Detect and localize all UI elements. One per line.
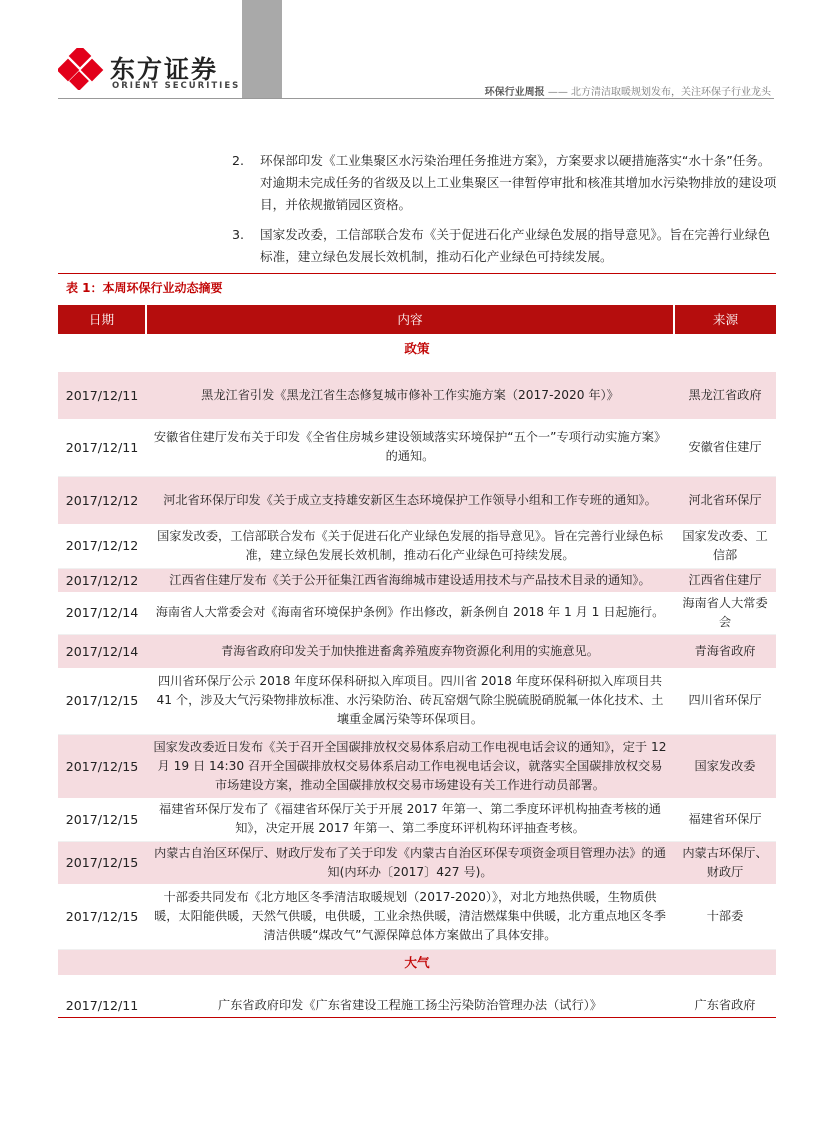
table-row [58,476,776,524]
industry-news-table [58,305,776,1023]
row-source: 安徽省住建厅 [674,419,776,476]
table-header-row [58,305,776,334]
section-row-air [58,949,776,975]
row-content: 国家发改委近日发布《关于召开全国碳排放权交易体系启动工作电视电话会议的通知》，定于 12 月 19 日 14:30 召开全国碳排放权交易体系启动工作电视电话会议，就落实全国碳排放权交易市场建设方案，推动全国碳排放权交易市场建设有关工作进行动员部署。 [146,734,674,798]
row-content: 国家发改委，工信部联合发布《关于促进石化产业绿色发展的指导意见》。旨在完善行业绿色标准，建立绿色发展长效机制，推动石化产业绿色可持续发展。 [146,524,674,568]
row-source: 江西省住建厅 [674,568,776,592]
row-source: 黑龙江省政府 [674,372,776,419]
header-source: 来源 [674,305,776,334]
table-row [58,841,776,884]
logo-english-name: ORIENT SECURITIES [112,81,241,91]
report-subtitle: 北方清洁取暖规划发布，关注环保子行业龙头 [571,87,771,98]
row-source: 国家发改委、工信部 [674,524,776,568]
row-date: 2017/12/15 [58,798,146,841]
table-row [58,634,776,668]
row-content: 内蒙古自治区环保厅、财政厅发布了关于印发《内蒙古自治区环保专项资金项目管理办法》的通知(内环办〔2017〕427 号)。 [146,841,674,884]
row-content: 河北省环保厅印发《关于成立支持雄安新区生态环境保护工作领导小组和工作专班的通知》。 [146,476,674,524]
orient-securities-logo [58,48,278,98]
row-content: 青海省政府印发关于加快推进畜禽养殖废弃物资源化利用的实施意见。 [146,634,674,668]
report-header [485,83,771,98]
bullet-list [232,150,780,276]
row-date: 2017/12/15 [58,884,146,949]
section-label: 政策 [404,341,430,356]
table-row [58,524,776,568]
row-content: 江西省住建厅发布《关于公开征集江西省海绵城市建设适用技术与产品技术目录的通知》。 [146,568,674,592]
section-label: 大气 [58,949,776,975]
row-date: 2017/12/12 [58,568,146,592]
row-content: 海南省人大常委会对《海南省环境保护条例》作出修改，新条例自 2018 年 1 月 1 日起施行。 [146,592,674,634]
table-title: 表 1：本周环保行业动态摘要 [66,281,223,295]
header-separator: —— [547,87,568,98]
row-date: 2017/12/15 [58,668,146,734]
row-date: 2017/12/14 [58,592,146,634]
row-source: 广东省政府 [674,987,776,1023]
spacer-row [58,363,776,372]
bullet-text: 环保部印发《工业集聚区水污染治理任务推进方案》，方案要求以硬措施落实“水十条”任务。对逾期未完成任务的省级及以上工业集聚区一律暂停审批和核准其增加水污染物排放的建设项目，并依规撤销园区资格。 [260,153,777,212]
row-content: 广东省政府印发《广东省建设工程施工扬尘污染防治管理办法（试行）》 [146,987,674,1023]
row-source: 海南省人大常委会 [674,592,776,634]
table-top-rule [58,273,776,274]
row-content: 福建省环保厅发布了《福建省环保厅关于开展 2017 年第一、第二季度环评机构抽查考核的通知》，决定开展 2017 年第一、第二季度环评机构环评抽查考核。 [146,798,674,841]
row-source: 国家发改委 [674,734,776,798]
header-date: 日期 [58,305,146,334]
row-date: 2017/12/15 [58,734,146,798]
table-row [58,419,776,476]
bullet-item [232,224,780,268]
row-source: 河北省环保厅 [674,476,776,524]
table-row [58,568,776,592]
bullet-text: 国家发改委，工信部联合发布《关于促进石化产业绿色发展的指导意见》。旨在完善行业绿色标准，建立绿色发展长效机制，推动石化产业绿色可持续发展。 [260,227,771,264]
row-source: 四川省环保厅 [674,668,776,734]
report-title: 环保行业周报 [484,87,545,98]
row-content: 十部委共同发布《北方地区冬季清洁取暖规划（2017-2020）》，对北方地热供暖，生物质供暖，太阳能供暖，天然气供暖，电供暖，工业余热供暖，清洁燃煤集中供暖，北方重点地区冬季清洁供暖“煤改气”气源保障总体方案做出了具体安排。 [146,884,674,949]
row-content: 安徽省住建厅发布关于印发《全省住房城乡建设领域落实环境保护“五个一”专项行动实施方案》的通知。 [146,419,674,476]
row-date: 2017/12/14 [58,634,146,668]
table-row [58,372,776,419]
table-row [58,884,776,949]
spacer-row [58,975,776,987]
bullet-number: 3. [232,227,245,242]
logo-diamonds-icon [58,48,106,90]
table-row [58,734,776,798]
row-date: 2017/12/15 [58,841,146,884]
header-divider [58,98,774,99]
table-row [58,592,776,634]
bullet-number: 2. [232,153,245,168]
row-source: 青海省政府 [674,634,776,668]
row-date: 2017/12/11 [58,419,146,476]
row-source: 内蒙古环保厅、财政厅 [674,841,776,884]
table-row [58,668,776,734]
table-row [58,798,776,841]
row-date: 2017/12/11 [58,987,146,1023]
row-content: 黑龙江省引发《黑龙江省生态修复城市修补工作实施方案（2017-2020 年）》 [146,372,674,419]
row-source: 十部委 [674,884,776,949]
row-date: 2017/12/12 [58,476,146,524]
header-content: 内容 [146,305,674,334]
row-content: 四川省环保厅公示 2018 年度环保科研拟入库项目。四川省 2018 年度环保科研拟入库项目共 41 个，涉及大气污染物排放标准、水污染防治、砖瓦窑烟气除尘脱硫脱硝脱氟一体化技术、土壤重金属污染等环保项目。 [146,668,674,734]
section-row-policy [58,334,776,363]
logo-chinese-name: 东方证券 [110,55,219,84]
row-date: 2017/12/11 [58,372,146,419]
row-source: 福建省环保厅 [674,798,776,841]
table-bottom-rule [58,1017,776,1018]
row-date: 2017/12/12 [58,524,146,568]
bullet-item [232,150,780,216]
